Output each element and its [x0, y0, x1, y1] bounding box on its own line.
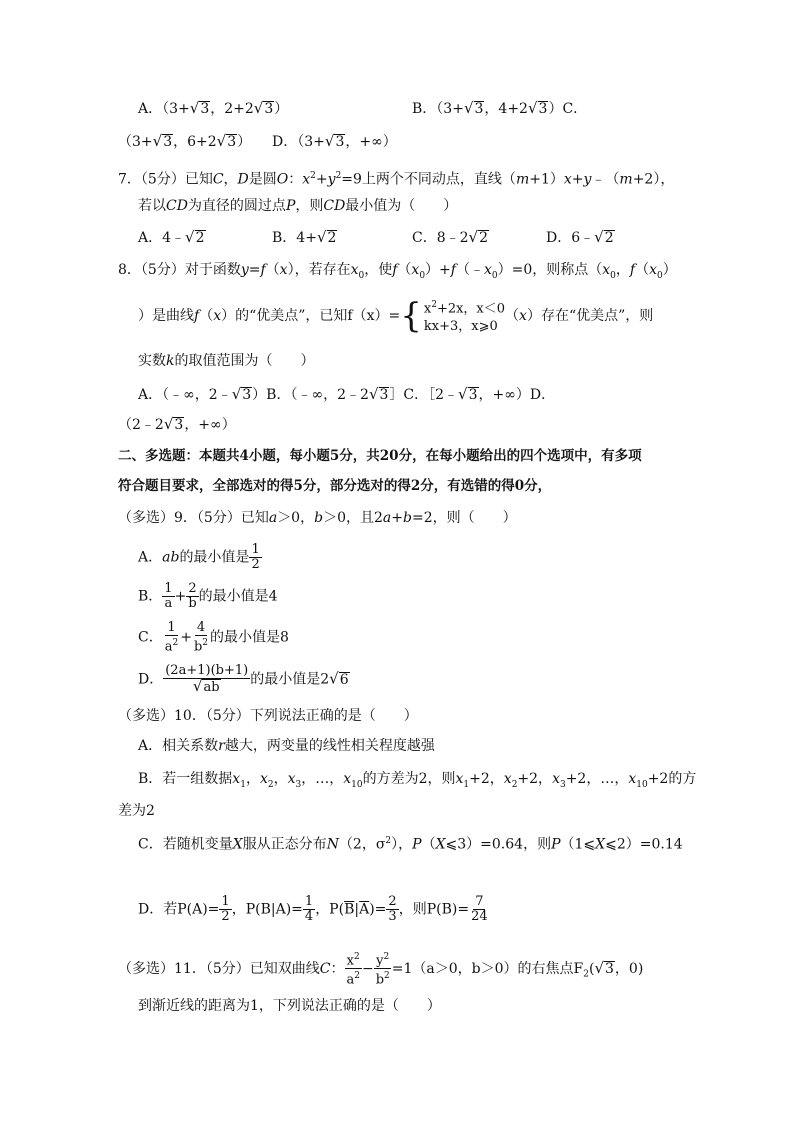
q7-option-C: C．8﹣2√2: [412, 228, 489, 246]
q11-stem-line2: 到渐近线的距离为1，下列说法正确的是（ ）: [138, 998, 441, 1014]
q9-stem: （多选）9．（5分）已知a＞0，b＞0，且2a+b=2，则（ ）: [118, 510, 517, 526]
q6-option-B: B．（3+√3，4+2√3）C．: [412, 99, 588, 117]
q6-option-D: D．（3+√3，+∞）: [272, 132, 397, 150]
q8-options-line2: （2﹣2√3，+∞）: [118, 415, 236, 433]
q10-stem: （多选）10．（5分）下列说法正确的是（ ）: [118, 708, 418, 724]
q10-option-B-line2: 差为2: [118, 803, 155, 819]
section2-heading-line1: 二、多选题：本题共4小题，每小题5分，共20分，在每小题给出的四个选项中，有多项: [118, 448, 642, 464]
q8-stem-line2: ）是曲线f（x）的“优美点”，已知f（x）={ $x^2+2x$，x＜0 kx+3，x⩾0 （x）存在“优美点”，则: [138, 296, 654, 337]
q6-option-A: A．（3+√3，2+2√3）: [138, 99, 289, 117]
q6-option-C: （3+√3，6+2√3）: [118, 132, 252, 150]
section2-heading-line2: 符合题目要求，全部选对的得5分，部分选对的得2分，有选错的得0分，: [118, 478, 552, 494]
q7-option-D: D．6﹣√2: [546, 228, 614, 246]
q7-stem-line1: 7．（5分）已知C，D是圆O：$x^2+y^2=9$上两个不同动点，直线（m+1）x+y﹣（m+2），: [118, 171, 675, 188]
q10-option-C: C．若随机变量X服从正态分布N（2，$\sigma^2$），P（X⩽3）=0.64，则P（1⩽X⩽2）=0.14: [138, 836, 683, 853]
q7-option-B: B．4+√2: [272, 228, 337, 246]
q10-option-A: A．相关系数r越大，两变量的线性相关程度越强: [138, 738, 435, 754]
q8-stem-line1: 8．（5分）对于函数y=f（x），若存在$x_0$，使$f(x_0)+f(﹣x_0)=0$，则称点（$x_0$，$f(x_0)$: [118, 262, 677, 281]
q9-option-C: C． $\frac{1}{a^2}$ + $\frac{4}{b^2}$ 的最小值是8: [138, 620, 289, 655]
q10-option-D: D．若P(A)= $\frac{1}{2}$ ，P(B|A)= $\frac{1}{4}$ ，$P(\overline{B}|\overline{A})=$ $\frac{2}{3}$ ，则P(B)= $\frac{7}{24}$: [138, 894, 488, 924]
q8-options-line1: A．（﹣∞，2﹣√3）B．（﹣∞，2﹣2√3］C．［2﹣√3，+∞）D．: [138, 385, 556, 403]
q10-option-B-line1: B．若一组数据$x_1$，$x_2$，$x_3$，…，$x_{10}$的方差为2，则$x_1+2$，$x_2+2$，$x_3+2$，…，$x_{10}+2$的方: [138, 771, 697, 790]
q8-stem-line3: 实数k的取值范围为（ ）: [138, 353, 315, 369]
q9-option-B: B． $\frac{1}{a}$ + $\frac{2}{b}$ 的最小值是4: [138, 581, 278, 611]
q7-option-A: A．4﹣√2: [138, 228, 205, 246]
q11-stem-line1: （多选）11．（5分）已知双曲线C： $\frac{x^2}{a^2}$ − $\frac{y^2}{b^2}$ =1（a＞0，b＞0）的右焦点$F_2(√3$，0): [118, 952, 644, 988]
q9-option-D: D． $\frac{(2a+1)(b+1)}{√ab}$ 的最小值是2√6: [138, 663, 349, 695]
q7-stem-line2: 若以CD为直径的圆过点P，则CD最小值为（ ）: [138, 198, 458, 214]
q9-option-A: A．ab的最小值是 $\frac{1}{2}$: [138, 542, 260, 572]
